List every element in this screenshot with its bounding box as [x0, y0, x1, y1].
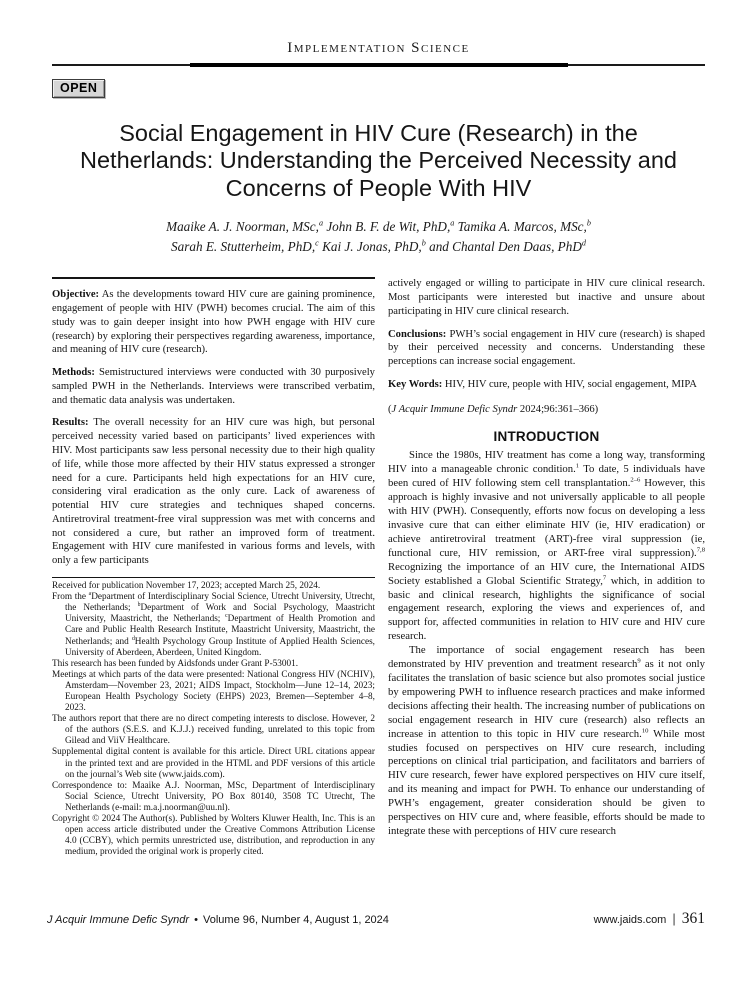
abstract-conclusions — [388, 328, 705, 369]
footnote-supplemental: Supplemental digital content is available for this article. Direct URL citations appear in the printed text and are provided in the HTML and PDF versions of this article on the journal’s Web site (www.jaids.com). — [52, 747, 375, 780]
footer-issue-info: Volume 96, Number 4, August 1, 2024 — [203, 914, 389, 926]
footer-journal-name: J Acquir Immune Defic Syndr — [47, 914, 190, 926]
article-title — [52, 120, 705, 202]
author-list — [52, 217, 705, 257]
abstract-methods-text: Semistructured interviews were conducted with 30 purposively sampled PWH in the Netherlands. Interviews were transcribed verbatim, and thematic data analysis was undertaken. — [52, 367, 375, 406]
header-rule — [52, 62, 705, 68]
left-column — [52, 277, 375, 858]
footnote-meetings: Meetings at which parts of the data were presented: National Congress HIV (NCHIV), Amsterdam—November 23, 2021; AIDS Impact, Stockholm—June 12–14, 2023; European Health Psychology Society (EHPS) 2023, Bremen—September 4–8, 2023. — [52, 669, 375, 714]
article-citation: (J Acquir Immune Defic Syndr 2024;96:361–366) — [388, 403, 599, 415]
introduction-paragraph-2: The importance of social engagement research has been demonstrated by HIV prevention and treatment research$^9$ as it not only facilitates the translation of basic science but also promotes social justice by empowering PWH to influence research practices and make informed decisions affecting their health. The increasing number of publications on social engagement research in HIV cure (research) also reflects an increase in attention to this topic in HIV cure research.$^{10}$ While most studies focused on perspectives on HIV cure research, including perceptions on clinical trial participation, and facilitators and barriers of HIV cure research, fewer have explored perspectives on HIV cure itself, and its meaning and impact for PWH. To enhance our understanding of PWH’s engagement, greater consideration should be given to perspectives on HIV cure and, where feasible, efforts should be made to integrate these with perceptions of HIV cure research — [388, 644, 705, 837]
abstract-keywords-text: HIV, HIV cure, people with HIV, social engagement, MIPA — [444, 378, 697, 390]
running-head: Implementation Science — [287, 40, 470, 56]
footnote-received: Received for publication November 17, 2023; accepted March 25, 2024. — [52, 581, 321, 592]
page-content — [0, 40, 750, 858]
footnote-copyright: Copyright © 2024 The Author(s). Published by Wolters Kluwer Health, Inc. This is an open access article distributed under the Creative Commons Attribution License 4.0 (CCBY), which permits unrestricted use, distribution, and reproduction in any medium, provided the original work is properly cited. — [52, 814, 375, 858]
introduction-heading: INTRODUCTION — [493, 429, 600, 445]
footer-site-page — [594, 910, 705, 928]
footnote-affiliations: From the $^a$Department of Interdisciplinary Social Science, Utrecht University, Utrecht, the Netherlands; $^b$Department of Work and Social Psychology, Maastricht University, Maastricht, the Netherlands; $^c$Department of Health Promotion and Care and Public Health Research Institute, Maastricht University, Maastricht, the Netherlands; and $^d$Health Psychology Group Institute of Applied Health Sciences, University of Aberdeen, Aberdeen, United Kingdom. — [52, 591, 376, 658]
abstract-results-label: Results: — [52, 417, 89, 429]
footer-website: www.jaids.com — [593, 914, 667, 926]
footnotes-block — [52, 581, 375, 858]
abstract-conclusions-label: Conclusions: — [388, 328, 447, 340]
footer-bullet: • — [194, 914, 198, 926]
footer-journal-info — [47, 914, 389, 926]
header-rule-thick — [190, 63, 568, 68]
abstract-keywords-label: Key Words: — [388, 378, 443, 390]
footnote-funding: This research has been funded by Aidsfonds under Grant P-53001. — [52, 658, 299, 669]
right-column — [388, 277, 705, 858]
article-title-line-2: Netherlands: Understanding the Perceived Necessity and — [80, 147, 677, 174]
two-column-body — [52, 277, 705, 858]
abstract-conclusions-text: PWH’s social engagement in HIV cure (research) is shaped by their perceived necessity and concerns. Understanding these perceptions can increase social engagement. — [388, 328, 705, 368]
footnote-competing-interests: The authors report that there are no direct competing interests to disclose. However, 2 of the authors (S.E.S. and K.J.J.) received funding, unrelated to this topic from Gilead and ViiV Healthcare. — [52, 714, 375, 747]
abstract-objective-label: Objective: — [52, 289, 100, 301]
abstract-objective — [52, 288, 375, 357]
abstract-keywords — [388, 378, 705, 392]
abstract-results — [52, 416, 375, 567]
footnote-correspondence: Correspondence to: Maaike A.J. Noorman, MSc, Department of Interdisciplinary Social Science, Utrecht University, PO Box 80140, 3508 TC Utrecht, The Netherlands (e-mail: m.a.j.noorman@uu.nl). — [52, 780, 375, 813]
article-title-line-1: Social Engagement in HIV Cure (Research) in the — [119, 120, 638, 146]
footer-separator: | — [672, 911, 676, 926]
abstract-objective-text: As the developments toward HIV cure are gaining prominence, engagement of people with HIV (PWH) becomes crucial. The aim of this study was to gain deeper insight into how PWH engage with HIV cure (research) by exploring their perspectives regarding awareness, importance, and meaning of HIV cure (research). — [52, 289, 375, 356]
page-footer — [47, 910, 705, 928]
footnote-rule — [52, 577, 375, 578]
author-line-1: Maaike A. J. Noorman, MSc,$^a$ John B. F. de Wit, PhD,$^a$ Tamika A. Marcos, MSc,$^b$ — [166, 218, 591, 234]
abstract-results-continued: actively engaged or willing to participate in HIV cure clinical research. Most participants were interested but inactive and unsure about participating in HIV cure clinical research. — [388, 278, 705, 317]
abstract-results-text: The overall necessity for an HIV cure was high, but personal perceived necessity varied based on participants’ lived experiences with HIV. Most participants saw less personal necessity due to their high quality of life, while those more affected by their HIV status expressed a stronger need for a cure. Participants held high expectations for an HIV cure, considering viral eradication as the only cure. Lack of awareness of potential HIV cure strategies and techniques shaped concerns. Antiretroviral treatment-free viral suppression was met with concerns and not considered a cure, but rather an improved form of treatment. Engagement with HIV cure manifested in various forms and levels, with only a few participants — [52, 417, 375, 567]
footer-page-number: 361 — [681, 910, 705, 927]
abstract-methods-label: Methods: — [52, 367, 95, 379]
author-line-2: Sarah E. Stutterheim, PhD,$^c$ Kai J. Jonas, PhD,$^b$ and Chantal Den Daas, PhD$^d$ — [171, 238, 586, 254]
abstract-methods — [52, 366, 375, 407]
article-title-line-3: Concerns of People With HIV — [225, 174, 532, 201]
abstract-top-rule — [52, 277, 375, 279]
introduction-paragraph-1: Since the 1980s, HIV treatment has come a long way, transforming HIV into a manageable chronic condition.$^1$ To date, 5 individuals have been cured of HIV following stem cell transplantation.$^{2-6}$ However, this approach is highly invasive and not universally applicable to all people with HIV (PWH). Consequently, efforts now focus on developing a less invasive cure that can either eliminate HIV (ie, HIV eradication) or achieve antiretroviral treatment (ART)-free viral suppression (ie, functional cure, HIV remission, or ART-free viral suppression).$^{7,8}$ Recognizing the importance of an HIV cure, the International AIDS Society established a Global Scientific Strategy,$^7$ which, in addition to basic and clinical research, highlights the significance of social engagement research, exploring the views and experiences of, and support for, affected communities in relation to HIV cure and HIV cure research. — [388, 449, 705, 643]
open-access-badge: OPEN — [52, 79, 105, 98]
